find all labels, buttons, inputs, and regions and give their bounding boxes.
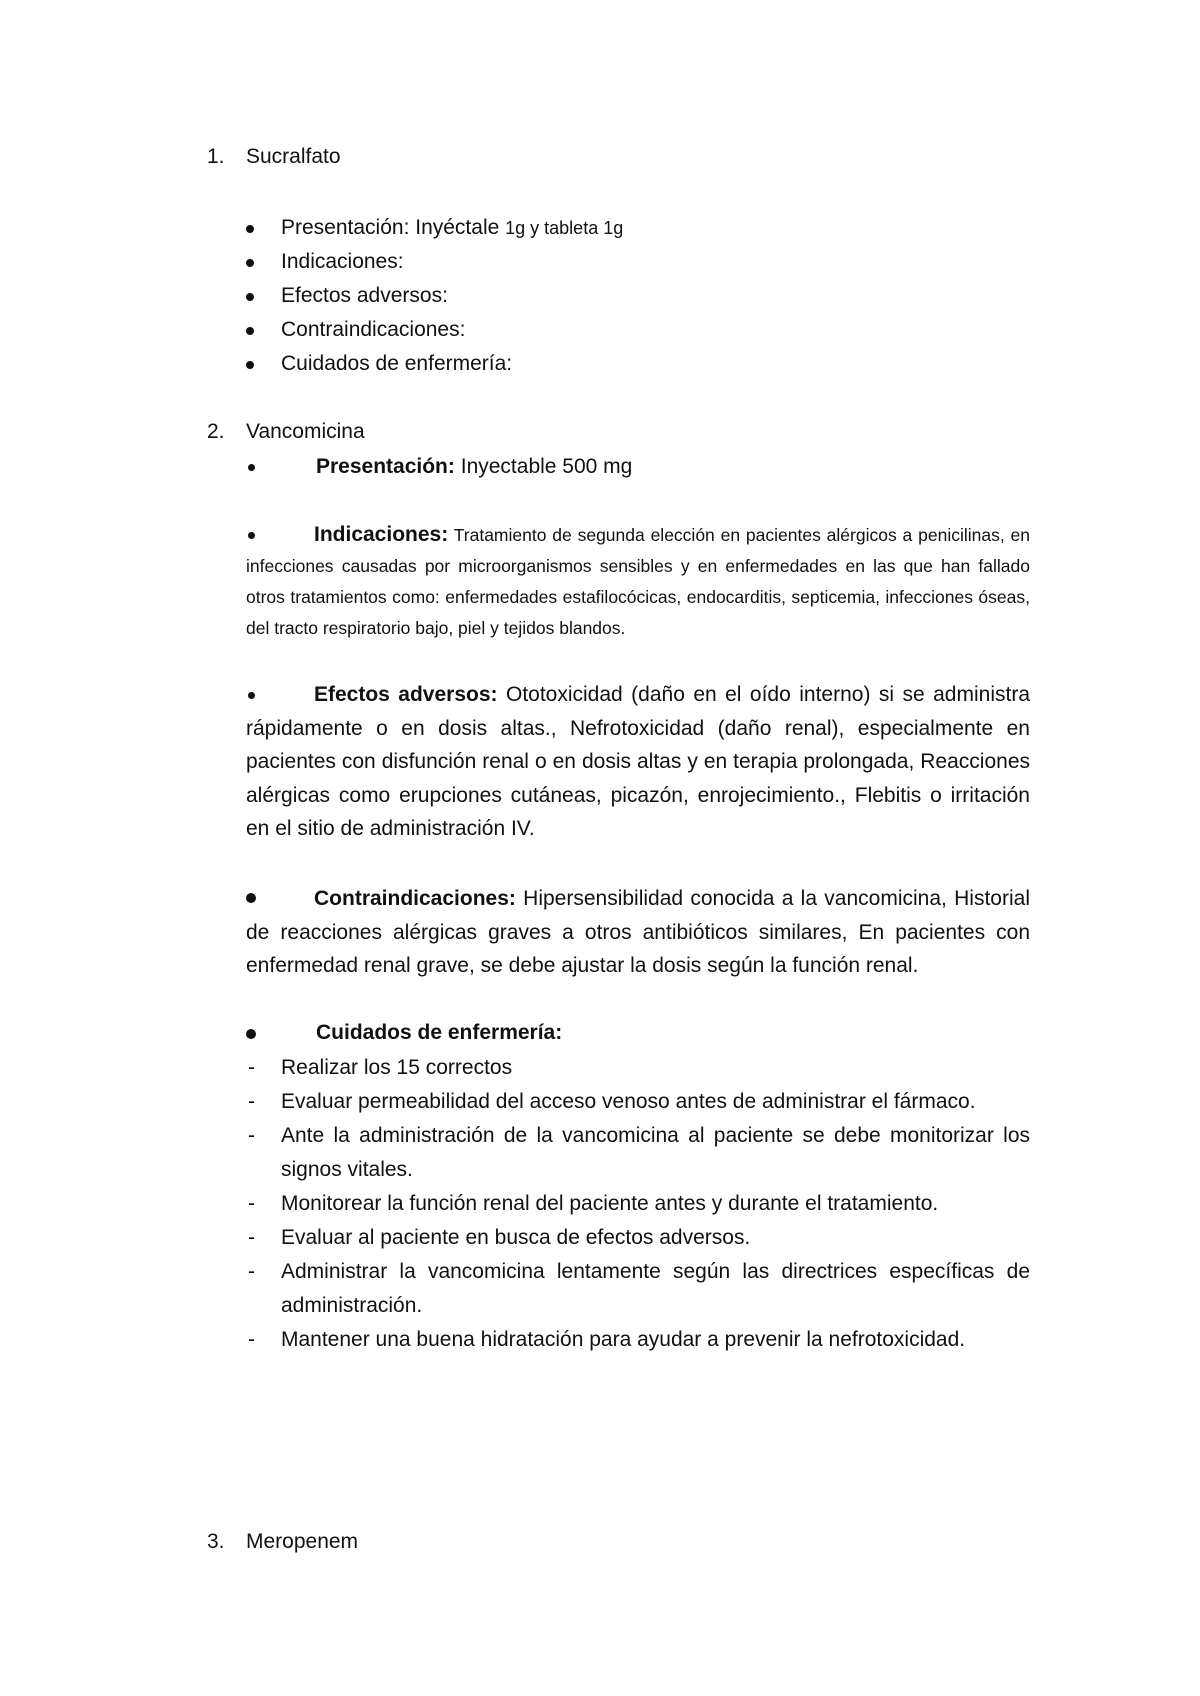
efectos-paragraph: Efectos adversos: Ototoxicidad (daño en el oído interno) si se administra rápidamente o en dosis altas., Nefrotoxicidad (daño renal), especialmente en pacientes con disfunción renal o en dosis altas y en terapia prolongada, Reacciones alérgicas como erupciones cutáneas, picazón, enrojecimiento., Flebitis o irritación en el sitio de administración IV. (246, 683, 1030, 840)
dash-marker: - (248, 1090, 255, 1113)
contraindicaciones-paragraph: Contraindicaciones: Hipersensibilidad conocida a la vancomicina, Historial de reacciones alérgicas graves a otros antibióticos similares, En pacientes con enfermedad renal grave, se debe ajustar la dosis según la función renal. (246, 887, 1030, 977)
cuidados-item: Mantener una buena hidratación para ayudar a prevenir la nefrotoxicidad. (281, 1328, 966, 1351)
bullet-icon (246, 327, 254, 335)
bullet-icon (246, 361, 254, 369)
list-item: Cuidados de enfermería: (281, 352, 513, 375)
section-number: 1. (207, 145, 225, 168)
cuidados-heading: Cuidados de enfermería: (316, 1021, 563, 1044)
indicaciones-paragraph: Indicaciones: Tratamiento de segunda elección en pacientes alérgicos a penicilinas, en infecciones causadas por microorganismos sensibles y en enfermedades en las que han fallado otros tratamientos como: enfermedades estafilocócicas, endocarditis, septicemia, infecciones óseas, del tracto respiratorio bajo, piel y tejidos blandos. (246, 523, 1030, 638)
dash-marker: - (248, 1056, 255, 1079)
bullet-icon (246, 1029, 256, 1039)
dash-marker: - (248, 1124, 255, 1147)
cuidados-item: Realizar los 15 correctos (281, 1056, 513, 1079)
list-item: Contraindicaciones: (281, 318, 466, 341)
dash-marker: - (248, 1260, 255, 1283)
bullet-icon (246, 293, 254, 301)
cuidados-item: Ante la administración de la vancomicina al paciente se debe monitorizar los signos vitales. (281, 1124, 1030, 1181)
section-number: 3. (207, 1530, 225, 1553)
list-item: Indicaciones: (281, 250, 404, 273)
list-item: Efectos adversos: (281, 284, 448, 307)
bullet-icon (248, 464, 255, 471)
bullet-icon (246, 225, 254, 233)
cuidados-item: Evaluar al paciente en busca de efectos adversos. (281, 1226, 751, 1249)
cuidados-item: Monitorear la función renal del paciente antes y durante el tratamiento. (281, 1192, 939, 1215)
dash-marker: - (248, 1192, 255, 1215)
bullet-icon (246, 259, 254, 267)
section-title: Sucralfato (246, 145, 341, 168)
section-title: Vancomicina (246, 420, 365, 443)
section-number: 2. (207, 420, 225, 443)
section-title: Meropenem (246, 1530, 359, 1553)
list-item: Presentación: Inyéctale 1g y tableta 1g (281, 216, 624, 239)
cuidados-item: Administrar la vancomicina lentamente según las directrices específicas de administración. (281, 1260, 1030, 1317)
presentacion-line: Presentación: Inyectable 500 mg (316, 455, 633, 478)
dash-marker: - (248, 1226, 255, 1249)
dash-marker: - (248, 1328, 255, 1351)
cuidados-item: Evaluar permeabilidad del acceso venoso antes de administrar el fármaco. (281, 1090, 976, 1113)
